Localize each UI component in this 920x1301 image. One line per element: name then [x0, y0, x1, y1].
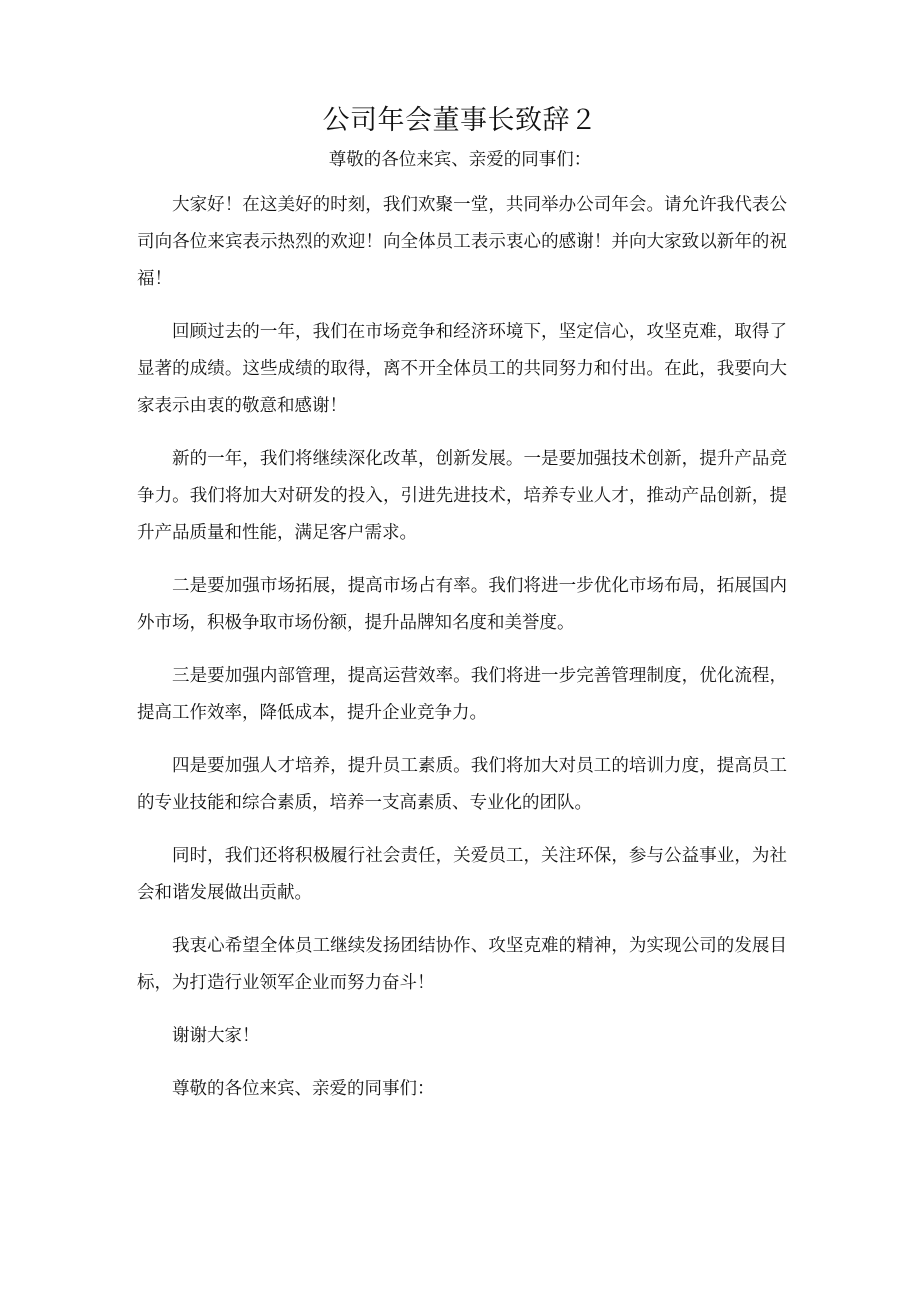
- paragraph-review: 回顾过去的一年，我们在市场竞争和经济环境下，坚定信心，攻坚克难，取得了显著的成绩。这些成绩的取得，离不开全体员工的共同努力和付出。在此，我要向大家表示由衷的敬意和感谢！: [137, 322, 787, 416]
- paragraph-talent: 四是要加强人才培养，提升员工素质。我们将加大对员工的培训力度，提高员工的专业技能和综合素质，培养一支高素质、专业化的团队。: [137, 756, 787, 813]
- page-title: 公司年会董事长致辞２: [322, 105, 598, 136]
- paragraph-salutation-repeat: 尊敬的各位来宾、亲爱的同事们：: [172, 1079, 435, 1099]
- paragraph-market: 二是要加强市场拓展，提高市场占有率。我们将进一步优化市场布局，拓展国内外市场，积极争取市场份额，提升品牌知名度和美誉度。: [137, 576, 787, 633]
- paragraph-greeting: 大家好！在这美好的时刻，我们欢聚一堂，共同举办公司年会。请允许我代表公司向各位来宾表示热烈的欢迎！向全体员工表示衷心的感谢！并向大家致以新年的祝福！: [137, 195, 787, 289]
- body-text: [137, 187, 787, 1124]
- paragraph-hope: 我衷心希望全体员工继续发扬团结协作、攻坚克难的精神，为实现公司的发展目标，为打造行业领军企业而努力奋斗！: [137, 936, 787, 993]
- paragraph-responsibility: 同时，我们还将积极履行社会责任，关爱员工，关注环保，参与公益事业，为社会和谐发展做出贡献。: [137, 846, 787, 903]
- paragraph-thanks: 谢谢大家！: [172, 1026, 260, 1046]
- salutation: 尊敬的各位来宾、亲爱的同事们：: [328, 150, 592, 170]
- paragraph-management: 三是要加强内部管理，提高运营效率。我们将进一步完善管理制度，优化流程，提高工作效率，降低成本，提升企业竞争力。: [137, 666, 787, 723]
- paragraph-innovation: 新的一年，我们将继续深化改革，创新发展。一是要加强技术创新，提升产品竞争力。我们将加大对研发的投入，引进先进技术，培养专业人才，推动产品创新，提升产品质量和性能，满足客户需求。: [137, 449, 787, 543]
